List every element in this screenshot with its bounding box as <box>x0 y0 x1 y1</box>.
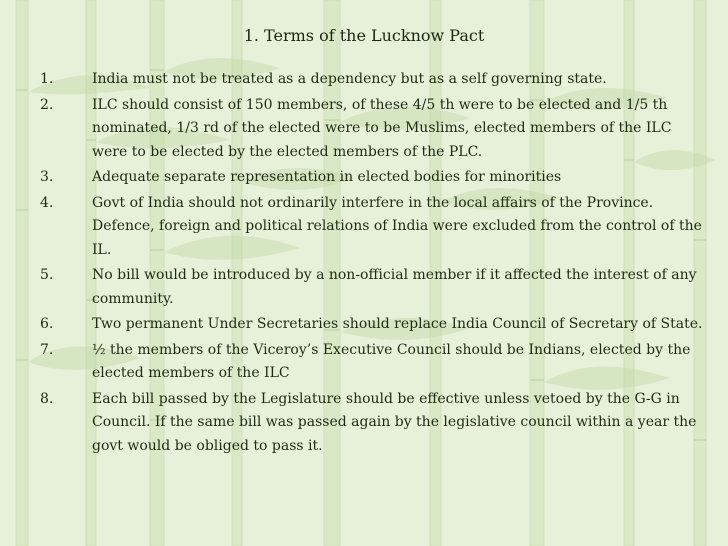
item-text: Govt of India should not ordinarily interfere in the local affairs of the Province. Defence, foreign and political relations of India were excluded from the control of the IL. <box>92 194 702 258</box>
item-number: 1. <box>40 71 54 87</box>
item-text: Two permanent Under Secretaries should replace India Council of Secretary of State. <box>92 316 703 332</box>
item-number: 2. <box>40 96 54 113</box>
item-number: 5. <box>40 267 54 283</box>
item-text: ½ the members of the Viceroy’s Executive Council should be Indians, elected by the elected members of the ILC <box>92 341 691 381</box>
item-number: 7. <box>40 341 54 358</box>
list-item <box>40 68 705 92</box>
item-number: 6. <box>40 316 54 332</box>
list-item <box>40 388 705 459</box>
list-item <box>40 264 705 311</box>
list-item <box>40 94 705 165</box>
item-text: Adequate separate representation in elected bodies for minorities <box>92 169 562 185</box>
item-number: 4. <box>40 194 54 211</box>
item-number: 3. <box>40 169 54 185</box>
item-text: Each bill passed by the Legislature should be effective unless vetoed by the G-G in Council. If the same bill was passed again by the legislative council within a year the govt would be obliged to pass it. <box>92 390 697 454</box>
slide-title: 1. Terms of the Lucknow Pact <box>243 26 485 45</box>
item-text: ILC should consist of 150 members, of these 4/5 th were to be elected and 1/5 th nominated, 1/3 rd of the elected were to be Muslims, elected members of the ILC were to be elected by the elected members of the PLC. <box>92 96 672 160</box>
list-item <box>40 313 705 337</box>
terms-list <box>40 68 705 460</box>
list-item <box>40 339 705 386</box>
list-item <box>40 192 705 263</box>
item-number: 8. <box>40 390 54 407</box>
item-text: No bill would be introduced by a non-official member if it affected the interest of any community. <box>92 267 697 307</box>
item-text: India must not be treated as a dependency but as a self governing state. <box>92 71 607 87</box>
list-item <box>40 166 705 190</box>
